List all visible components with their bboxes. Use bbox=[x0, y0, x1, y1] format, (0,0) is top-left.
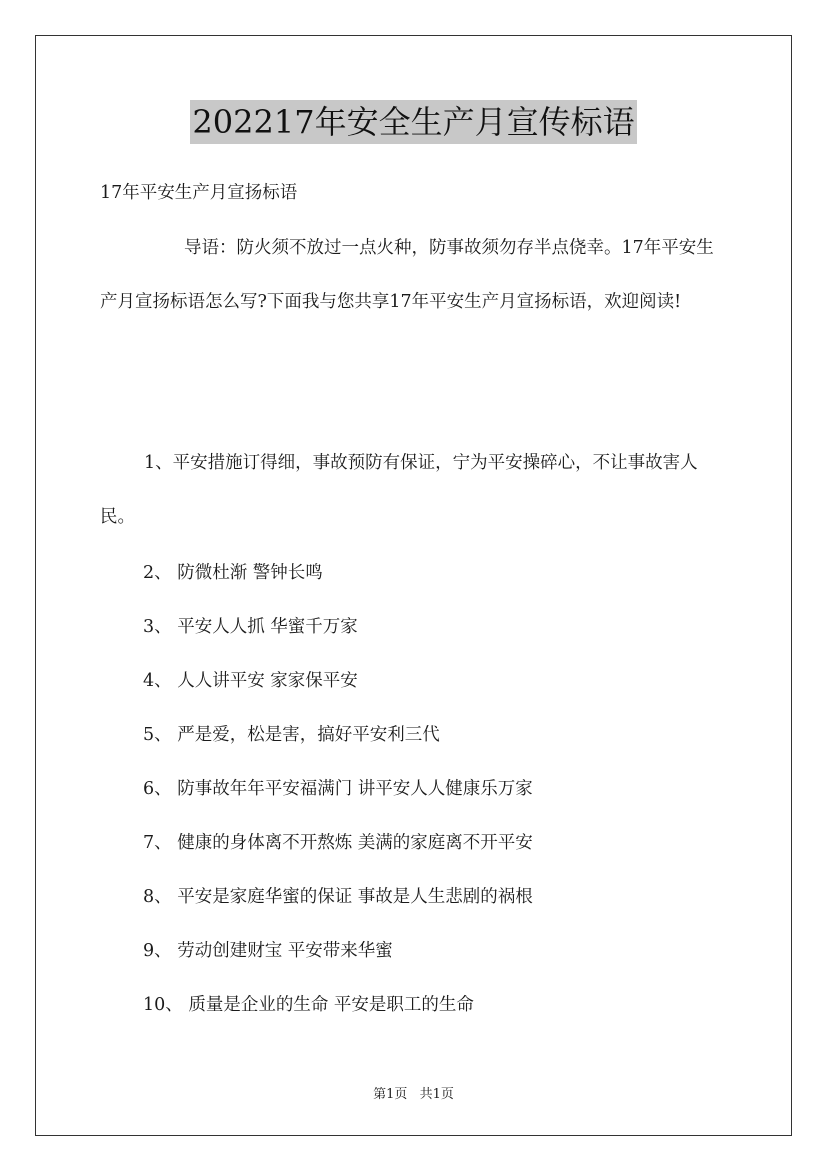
list-item-8: 8、 平安是家庭华蜜的保证 事故是人生悲剧的祸根 bbox=[143, 887, 533, 907]
list-item-3: 3、 平安人人抓 华蜜千万家 bbox=[143, 617, 358, 637]
list-item-2: 2、 防微杜渐 警钟长鸣 bbox=[143, 563, 323, 583]
list-item-5: 5、 严是爱，松是害，搞好平安利三代 bbox=[143, 725, 440, 745]
document-title: 202217年安全生产月宣传标语 bbox=[190, 100, 636, 144]
item1-text: 1、平安措施订得细，事故预防有保证，宁为平安操碎心，不让事故害人民。 bbox=[100, 453, 698, 527]
title-container bbox=[0, 100, 827, 144]
page-number: 第1页 bbox=[373, 1087, 408, 1102]
document-subtitle: 17年平安生产月宣扬标语 bbox=[100, 183, 298, 203]
page-total: 共1页 bbox=[419, 1087, 454, 1102]
list-item-7: 7、 健康的身体离不开熬炼 美满的家庭离不开平安 bbox=[143, 833, 533, 853]
intro-text: 导语：防火须不放过一点火种，防事故须勿存半点侥幸。17年平安生产月宣扬标语怎么写?下面我与您共享17年平安生产月宣扬标语，欢迎阅读! bbox=[100, 238, 714, 312]
intro-paragraph bbox=[100, 221, 730, 329]
page-footer bbox=[0, 1083, 827, 1102]
list-item-1 bbox=[100, 436, 730, 544]
list-item-6: 6、 防事故年年平安福满门 讲平安人人健康乐万家 bbox=[143, 779, 533, 799]
list-item-9: 9、 劳动创建财宝 平安带来华蜜 bbox=[143, 941, 393, 961]
list-item-10: 10、 质量是企业的生命 平安是职工的生命 bbox=[143, 995, 474, 1015]
list-item-4: 4、 人人讲平安 家家保平安 bbox=[143, 671, 358, 691]
